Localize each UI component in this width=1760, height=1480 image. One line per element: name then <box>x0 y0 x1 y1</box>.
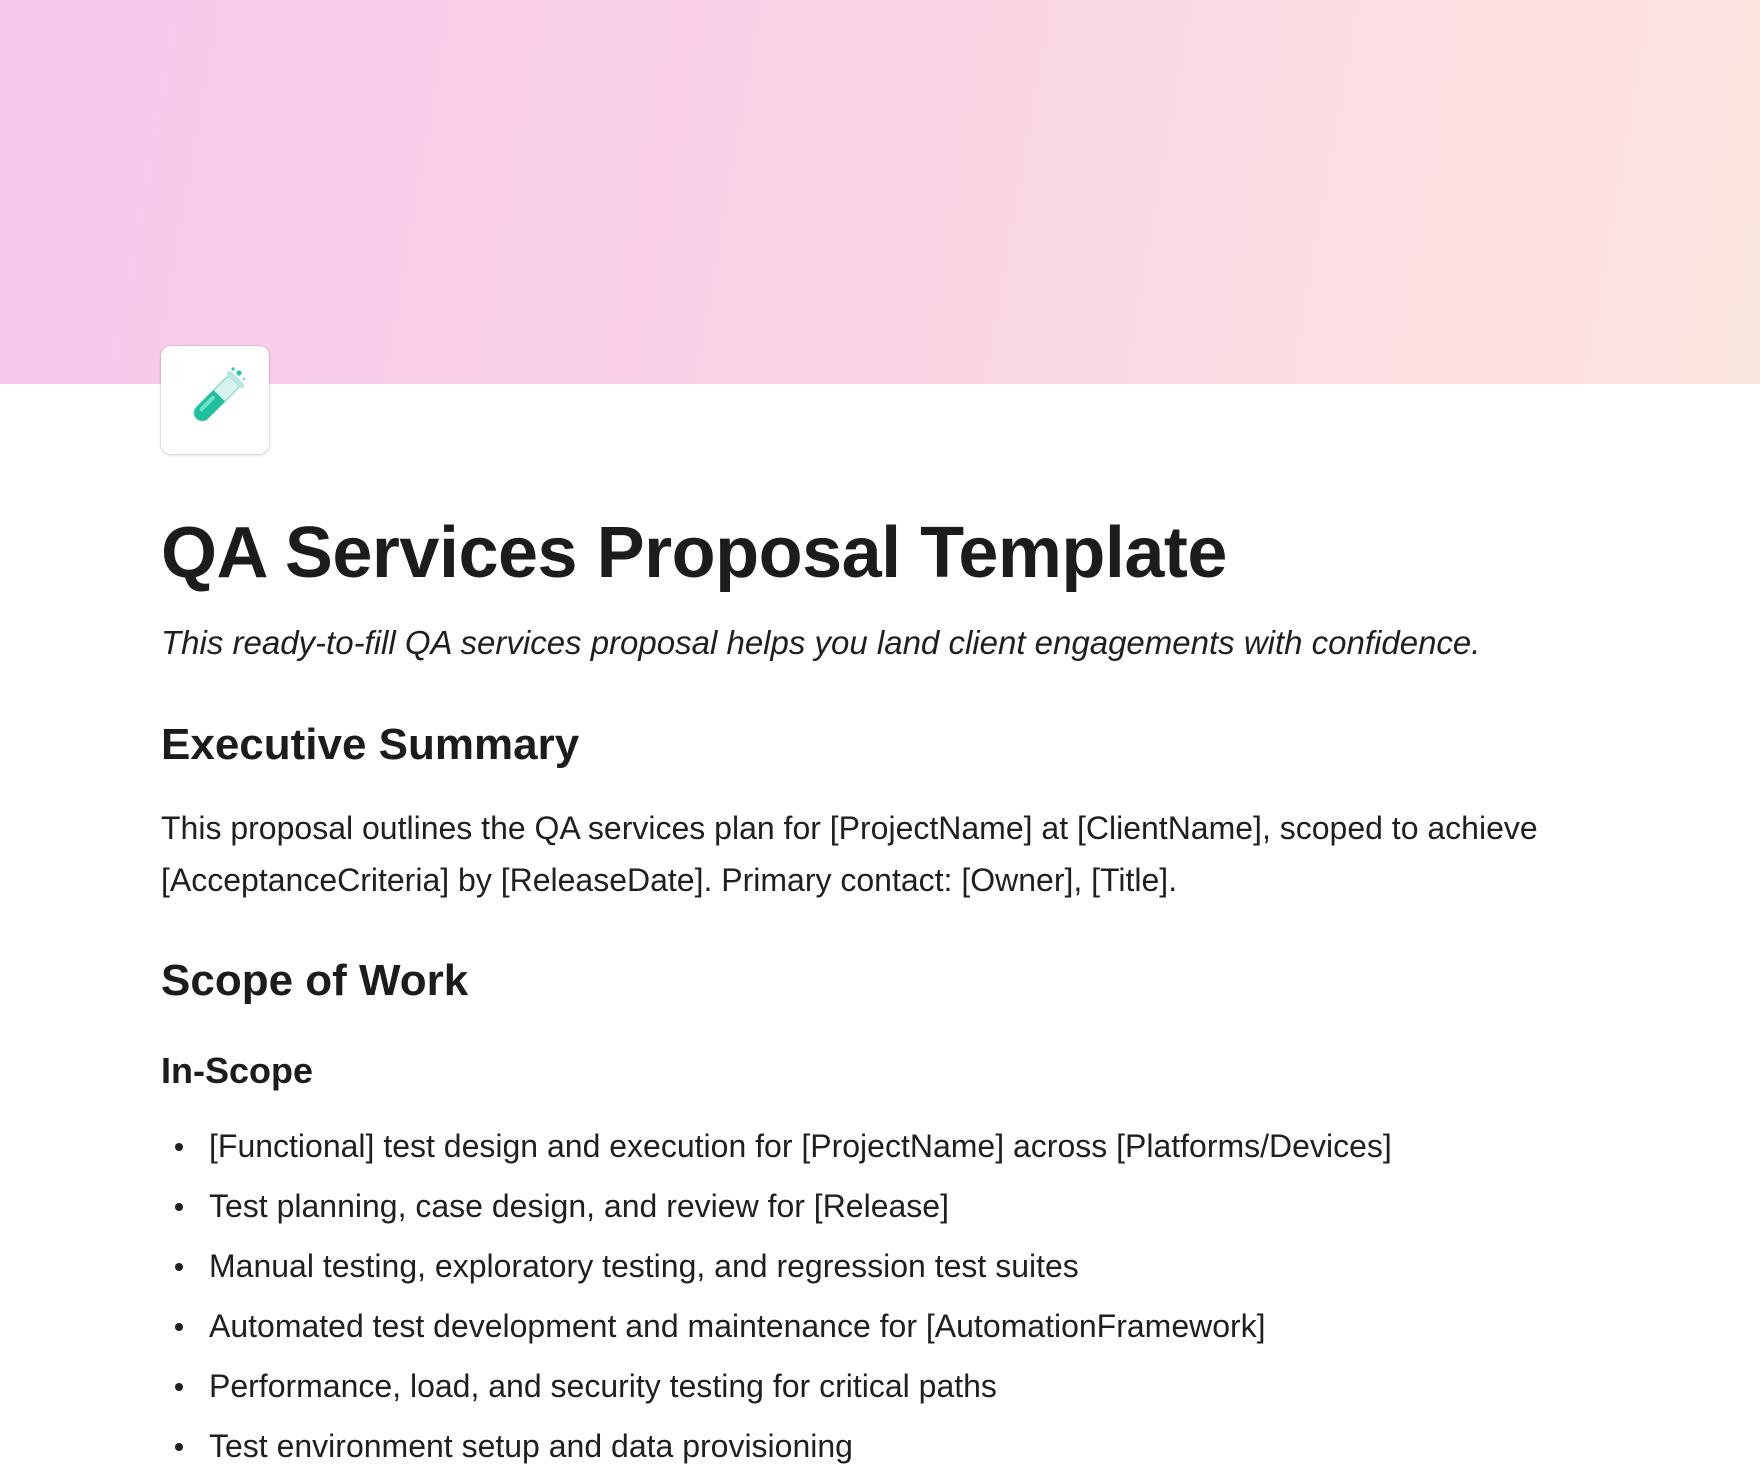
in-scope-list <box>161 1120 1392 1480</box>
list-item-text: Test planning, case design, and review for [Release] <box>209 1188 949 1224</box>
executive-summary-heading[interactable]: Executive Summary <box>161 720 580 769</box>
test-tube-icon[interactable] <box>161 346 269 454</box>
list-item[interactable] <box>161 1180 1392 1240</box>
list-item-text: Automated test development and maintenance for [AutomationFramework] <box>209 1308 1266 1344</box>
bullet-icon <box>175 1323 183 1331</box>
test-tube-icon-graphic <box>179 364 251 436</box>
bullet-icon <box>175 1383 183 1391</box>
executive-summary-text[interactable]: This proposal outlines the QA services plan for [ProjectName] at [ClientName], scoped to achieve [AcceptanceCriteria] by [ReleaseDate]. Primary contact: [Owner], [Title]. <box>161 810 1538 898</box>
list-item[interactable] <box>161 1420 1392 1480</box>
list-item-text: Test environment setup and data provisioning <box>209 1428 853 1464</box>
bullet-icon <box>175 1143 183 1151</box>
scope-of-work-heading[interactable]: Scope of Work <box>161 956 469 1005</box>
list-item-text: [Functional] test design and execution for [ProjectName] across [Platforms/Devices] <box>209 1128 1392 1164</box>
list-item[interactable] <box>161 1360 1392 1420</box>
bullet-icon <box>175 1263 183 1271</box>
page-title[interactable]: QA Services Proposal Template <box>161 513 1227 593</box>
list-item-text: Performance, load, and security testing for critical paths <box>209 1368 997 1404</box>
page-cover[interactable] <box>0 0 1760 384</box>
list-item[interactable] <box>161 1240 1392 1300</box>
list-item-text: Manual testing, exploratory testing, and regression test suites <box>209 1248 1079 1284</box>
list-item[interactable] <box>161 1300 1392 1360</box>
list-item[interactable] <box>161 1120 1392 1180</box>
bullet-icon <box>175 1443 183 1451</box>
bullet-icon <box>175 1203 183 1211</box>
page-subtitle[interactable]: This ready-to-fill QA services proposal helps you land client engagements with confidence. <box>161 624 1481 661</box>
in-scope-heading[interactable]: In-Scope <box>161 1050 314 1091</box>
